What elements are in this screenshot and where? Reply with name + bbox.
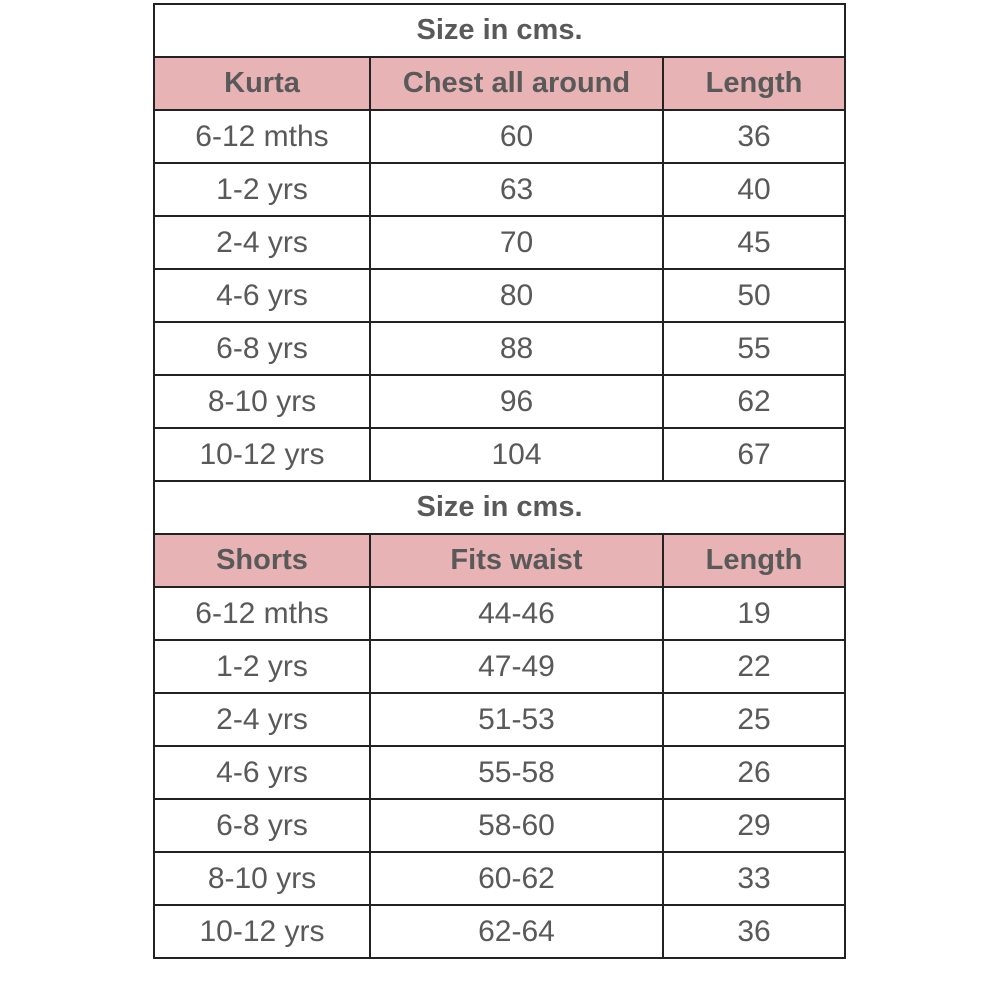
chest-cell: 70 <box>370 216 663 269</box>
length-cell: 22 <box>663 640 845 693</box>
chest-cell: 88 <box>370 322 663 375</box>
table-row <box>154 799 845 852</box>
size-cell: 1-2 yrs <box>154 640 370 693</box>
table-row <box>154 852 845 905</box>
size-cell: 4-6 yrs <box>154 269 370 322</box>
length-cell: 67 <box>663 428 845 481</box>
size-cell: 2-4 yrs <box>154 216 370 269</box>
waist-cell: 55-58 <box>370 746 663 799</box>
shorts-caption: Size in cms. <box>154 481 845 534</box>
length-cell: 45 <box>663 216 845 269</box>
chest-cell: 80 <box>370 269 663 322</box>
size-cell: 6-8 yrs <box>154 799 370 852</box>
table-row <box>154 905 845 958</box>
length-cell: 50 <box>663 269 845 322</box>
shorts-header-row <box>154 534 845 587</box>
shorts-caption-row <box>154 481 845 534</box>
length-cell: 36 <box>663 110 845 163</box>
waist-cell: 58-60 <box>370 799 663 852</box>
length-cell: 36 <box>663 905 845 958</box>
kurta-header-row <box>154 57 845 110</box>
size-cell: 10-12 yrs <box>154 905 370 958</box>
table-row <box>154 587 845 640</box>
kurta-header-length: Length <box>663 57 845 110</box>
table-row <box>154 110 845 163</box>
table-row <box>154 693 845 746</box>
size-cell: 4-6 yrs <box>154 746 370 799</box>
shorts-header-waist: Fits waist <box>370 534 663 587</box>
table-row <box>154 375 845 428</box>
waist-cell: 47-49 <box>370 640 663 693</box>
chest-cell: 63 <box>370 163 663 216</box>
size-cell: 10-12 yrs <box>154 428 370 481</box>
length-cell: 40 <box>663 163 845 216</box>
kurta-header-chest: Chest all around <box>370 57 663 110</box>
waist-cell: 62-64 <box>370 905 663 958</box>
waist-cell: 51-53 <box>370 693 663 746</box>
waist-cell: 44-46 <box>370 587 663 640</box>
size-cell: 8-10 yrs <box>154 852 370 905</box>
size-cell: 6-12 mths <box>154 587 370 640</box>
length-cell: 33 <box>663 852 845 905</box>
size-cell: 8-10 yrs <box>154 375 370 428</box>
shorts-header-length: Length <box>663 534 845 587</box>
table-row <box>154 640 845 693</box>
kurta-caption-row <box>154 4 845 57</box>
chest-cell: 96 <box>370 375 663 428</box>
chest-cell: 104 <box>370 428 663 481</box>
length-cell: 19 <box>663 587 845 640</box>
length-cell: 55 <box>663 322 845 375</box>
table-row <box>154 269 845 322</box>
length-cell: 62 <box>663 375 845 428</box>
table-row <box>154 746 845 799</box>
kurta-header-size: Kurta <box>154 57 370 110</box>
length-cell: 26 <box>663 746 845 799</box>
table-row <box>154 428 845 481</box>
table-row <box>154 322 845 375</box>
table-row <box>154 163 845 216</box>
size-chart-table <box>153 3 846 959</box>
shorts-header-size: Shorts <box>154 534 370 587</box>
length-cell: 25 <box>663 693 845 746</box>
waist-cell: 60-62 <box>370 852 663 905</box>
kurta-caption: Size in cms. <box>154 4 845 57</box>
chest-cell: 60 <box>370 110 663 163</box>
size-cell: 6-12 mths <box>154 110 370 163</box>
size-cell: 1-2 yrs <box>154 163 370 216</box>
size-cell: 6-8 yrs <box>154 322 370 375</box>
size-cell: 2-4 yrs <box>154 693 370 746</box>
table-row <box>154 216 845 269</box>
size-chart <box>153 3 844 959</box>
length-cell: 29 <box>663 799 845 852</box>
